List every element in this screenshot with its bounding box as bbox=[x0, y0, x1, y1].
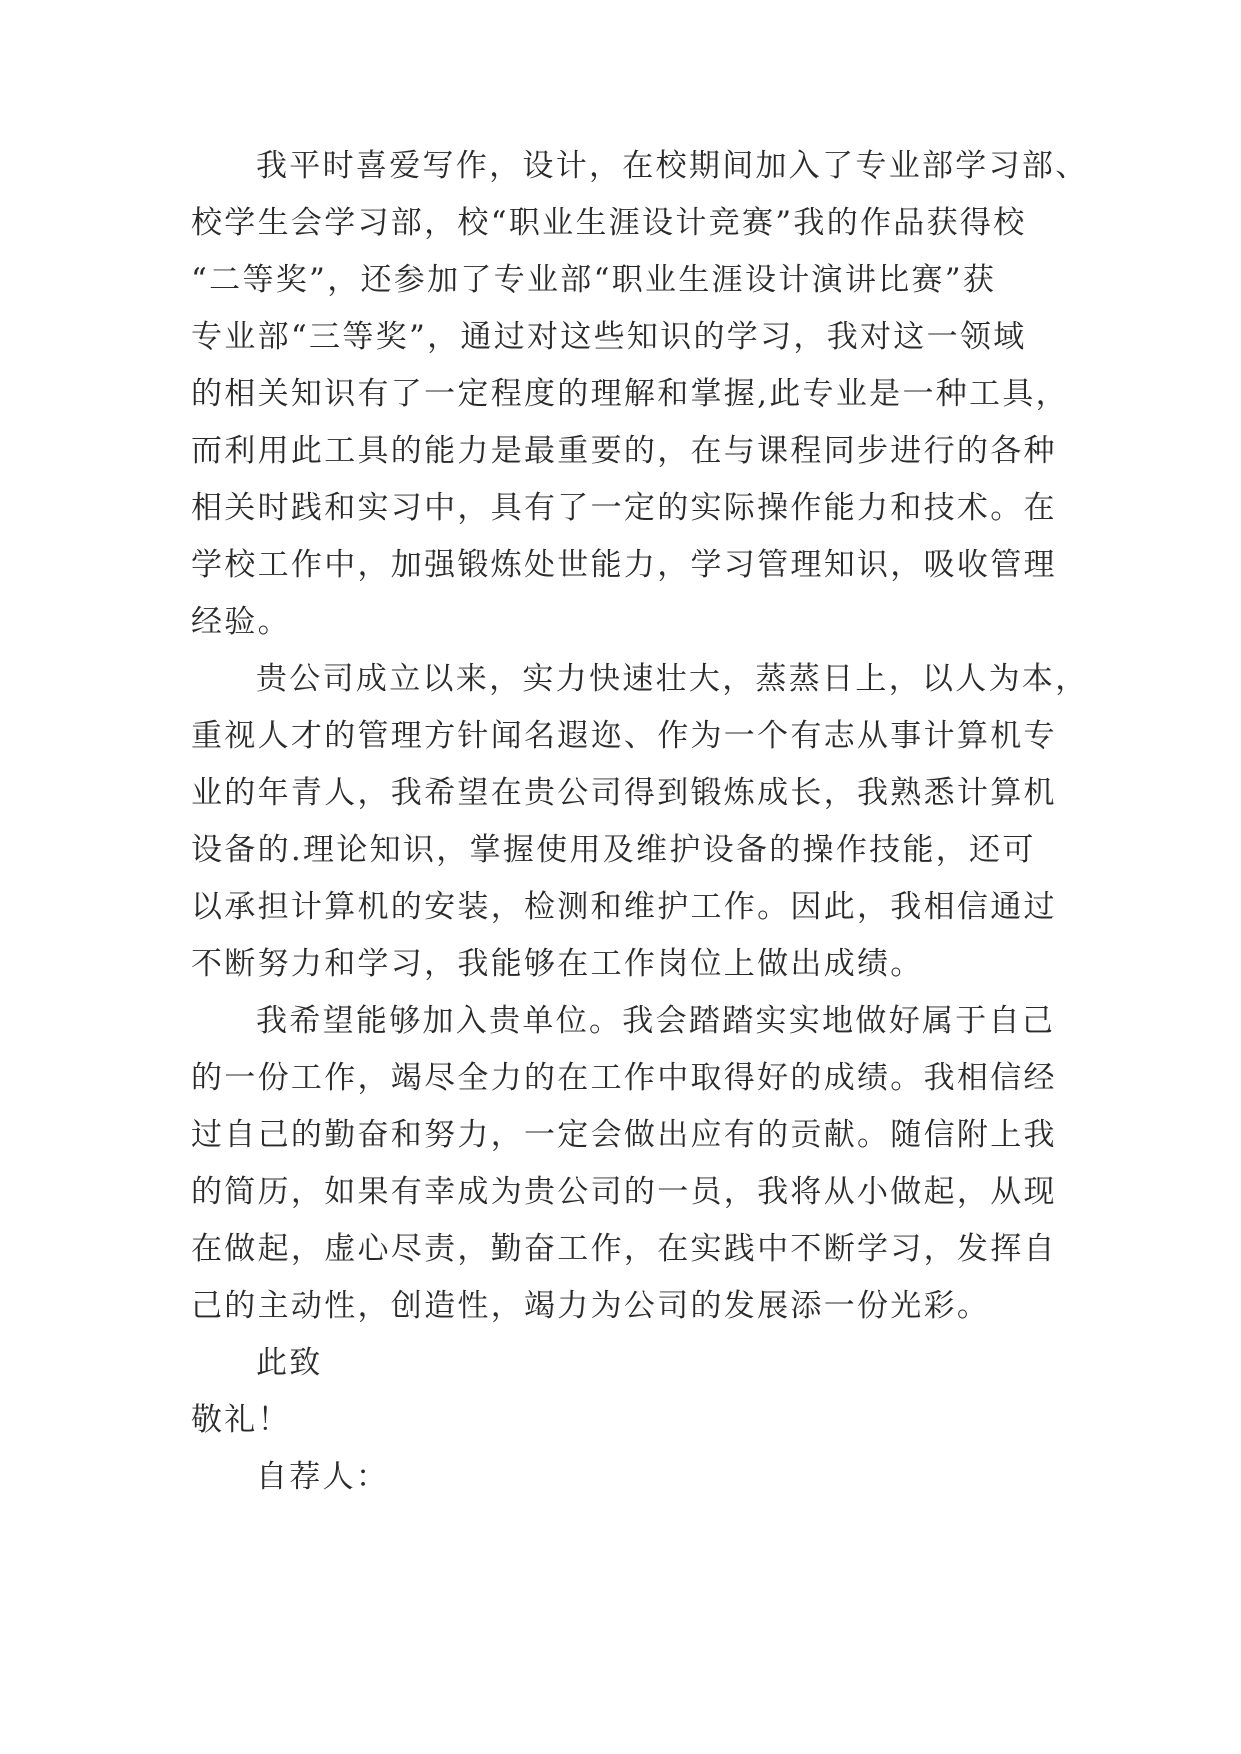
text-line: 己的主动性，创造性，竭力为公司的发展添一份光彩。 bbox=[191, 1288, 991, 1324]
text-line: 业的年青人，我希望在贵公司得到锻炼成长，我熟悉计算机 bbox=[191, 775, 1057, 811]
text-line: 学校工作中，加强锻炼处世能力，学习管理知识，吸收管理 bbox=[191, 547, 1057, 583]
text-line: 以承担计算机的安装，检测和维护工作。因此，我相信通过 bbox=[191, 889, 1057, 925]
text-line: 设备的.理论知识，掌握使用及维护设备的操作技能，还可 bbox=[191, 832, 1036, 868]
text-line: 经验。 bbox=[191, 604, 291, 640]
text-line: 在做起，虚心尽责，勤奋工作，在实践中不断学习，发挥自 bbox=[191, 1231, 1057, 1267]
signature-label: 自荐人： bbox=[256, 1459, 390, 1495]
text-line: 过自己的勤奋和努力，一定会做出应有的贡献。随信附上我 bbox=[191, 1117, 1057, 1153]
text-line: 贵公司成立以来，实力快速壮大，蒸蒸日上，以人为本， bbox=[256, 661, 1089, 697]
text-line: 而利用此工具的能力是最重要的，在与课程同步进行的各种 bbox=[191, 433, 1057, 469]
text-line: 专业部“三等奖”，通过对这些知识的学习，我对这一领域 bbox=[191, 319, 1027, 355]
text-line: 我平时喜爱写作，设计，在校期间加入了专业部学习部、 bbox=[256, 148, 1089, 184]
text-line: 相关时践和实习中，具有了一定的实际操作能力和技术。在 bbox=[191, 490, 1057, 526]
text-line: 校学生会学习部，校“职业生涯设计竞赛”我的作品获得校 bbox=[191, 205, 1027, 241]
text-line: 我希望能够加入贵单位。我会踏踏实实地做好属于自己 bbox=[256, 1003, 1056, 1039]
text-line: 不断努力和学习，我能够在工作岗位上做出成绩。 bbox=[191, 946, 924, 982]
text-line: “二等奖”，还参加了专业部“职业生涯设计演讲比赛”获 bbox=[191, 262, 997, 298]
closing-text: 此致 bbox=[256, 1345, 323, 1381]
text-line: 的简历，如果有幸成为贵公司的一员，我将从小做起，从现 bbox=[191, 1174, 1057, 1210]
salutation-text: 敬礼！ bbox=[191, 1402, 291, 1438]
text-line: 重视人才的管理方针闻名遐迩、作为一个有志从事计算机专 bbox=[191, 718, 1057, 754]
text-line: 的相关知识有了一定程度的理解和掌握,此专业是一种工具， bbox=[191, 376, 1069, 412]
text-line: 的一份工作，竭尽全力的在工作中取得好的成绩。我相信经 bbox=[191, 1060, 1057, 1096]
